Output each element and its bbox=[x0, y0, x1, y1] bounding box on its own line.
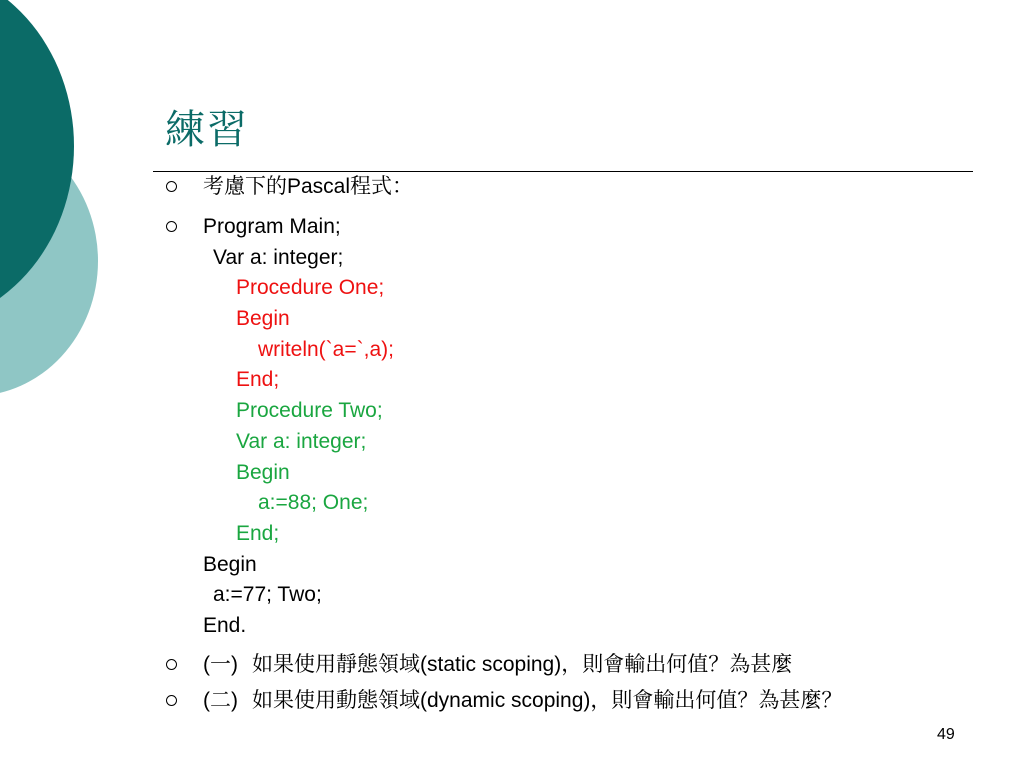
question-text: 如果使用靜態領域(static scoping)，則會輸出何值？為甚麼 bbox=[252, 652, 793, 676]
code-line: a:=88; One; bbox=[258, 491, 369, 515]
code-line: Procedure Two; bbox=[236, 399, 383, 423]
code-block bbox=[203, 212, 980, 642]
bullet-intro bbox=[160, 172, 980, 202]
page-number: 49 bbox=[937, 726, 955, 743]
question-text: 如果使用動態領域(dynamic scoping)，則會輸出何值？為甚麼？ bbox=[252, 688, 843, 712]
code-line: End; bbox=[236, 521, 280, 545]
code-line: Program Main; bbox=[203, 215, 341, 238]
bullet-circle-icon bbox=[166, 695, 177, 706]
bullet-code bbox=[160, 212, 980, 642]
bullet-question-2 bbox=[160, 686, 980, 715]
slide-title: 練習 bbox=[165, 107, 249, 153]
slide-body bbox=[160, 172, 980, 715]
question-label: (一) bbox=[203, 652, 238, 676]
code-line: End; bbox=[236, 368, 280, 392]
bullet-question-1 bbox=[160, 650, 980, 680]
code-line: Var a: integer; bbox=[236, 429, 367, 453]
bullet-circle-icon bbox=[166, 181, 177, 192]
bullet-circle-icon bbox=[166, 221, 177, 232]
code-line: Procedure One; bbox=[236, 276, 385, 300]
code-line: Begin bbox=[203, 552, 257, 576]
code-line: Begin bbox=[236, 460, 290, 484]
code-line: Begin bbox=[236, 307, 290, 331]
question-label: (二) bbox=[203, 688, 238, 712]
bullet-circle-icon bbox=[166, 659, 177, 670]
code-line: writeln(`a=`,a); bbox=[258, 337, 394, 361]
code-line: End. bbox=[203, 613, 247, 637]
code-line: Var a: integer; bbox=[213, 245, 344, 269]
code-line: a:=77; Two; bbox=[213, 583, 322, 607]
intro-text: 考慮下的Pascal程式： bbox=[203, 175, 414, 198]
